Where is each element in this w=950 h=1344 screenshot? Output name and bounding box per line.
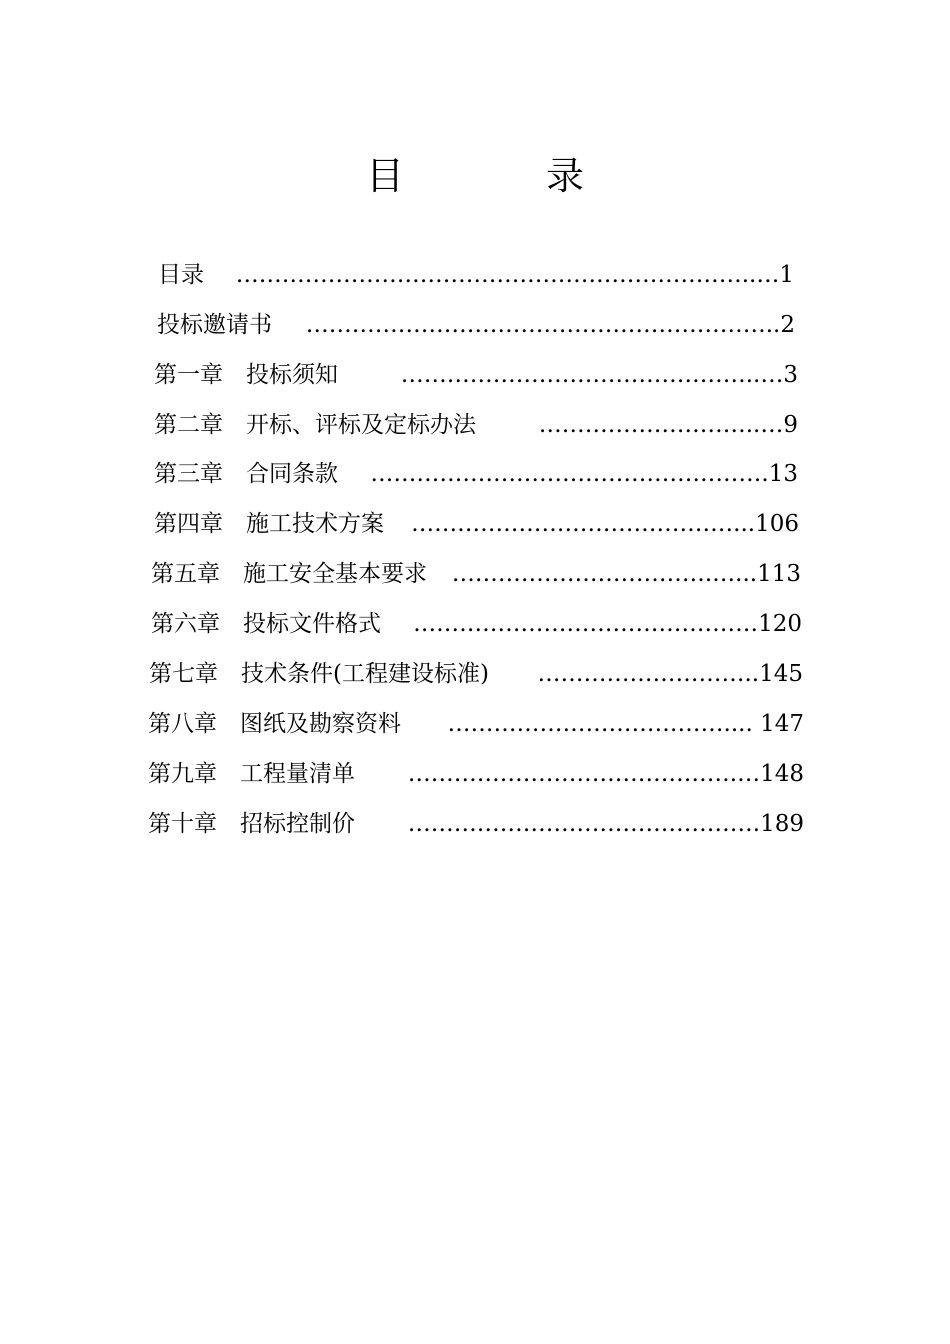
toc-entry[interactable] (154, 504, 799, 544)
toc-entry-page: ……………………………………...106 (411, 511, 799, 537)
toc-entry[interactable] (151, 554, 801, 594)
toc-entry[interactable] (148, 804, 804, 844)
toc-entry-label: 第三章 合同条款 (154, 461, 338, 487)
toc-entry[interactable] (158, 255, 794, 295)
toc-entry-label: 目录 (158, 262, 204, 288)
toc-entry-label: 第九章 工程量清单 (148, 761, 355, 787)
toc-entry-label: 第八章 图纸及勘察资料 (148, 711, 401, 737)
toc-entry-label: 第七章 技术条件(工程建设标准) (149, 661, 489, 687)
toc-entry-page: …………………………….…...113 (451, 561, 801, 587)
toc-entry-page: …………………………………………………………..…1 (235, 262, 794, 288)
toc-entry[interactable] (154, 405, 798, 445)
toc-entry-page: ……………………………….... 147 (447, 711, 804, 737)
page-title: 目 录 (365, 154, 636, 198)
toc-entry-page: ………………………………………..…3 (400, 362, 798, 388)
toc-entry[interactable] (148, 704, 804, 744)
toc-entry-page: ………………………..145 (537, 661, 803, 687)
toc-entry-label: 投标邀请书 (157, 312, 272, 338)
toc-entry[interactable] (154, 454, 798, 494)
toc-entry[interactable] (149, 654, 803, 694)
toc-entry[interactable] (148, 754, 804, 794)
toc-entry-label: 第十章 招标控制价 (148, 811, 355, 837)
toc-entry-page: …………………………………….…148 (407, 761, 804, 787)
toc-entry[interactable] (157, 305, 795, 345)
toc-entry[interactable] (154, 355, 798, 395)
toc-entry-page: ……………………………………………………..2 (305, 312, 795, 338)
toc-entry-label: 第五章 施工安全基本要求 (151, 561, 427, 587)
toc-entry-page: ……………………………………….189 (407, 811, 804, 837)
toc-entry-label: 第六章 投标文件格式 (151, 611, 381, 637)
toc-entry-label: 第一章 投标须知 (154, 362, 338, 388)
toc-entry-label: 第四章 施工技术方案 (154, 511, 384, 537)
toc-entry[interactable] (151, 604, 802, 644)
toc-entry-page: ………………………..…9 (538, 412, 798, 438)
toc-entry-page: …………………………………………….13 (370, 461, 798, 487)
toc-entry-label: 第二章 开标、评标及定标办法 (154, 412, 476, 438)
toc-entry-page: ………………………………………120 (413, 611, 802, 637)
